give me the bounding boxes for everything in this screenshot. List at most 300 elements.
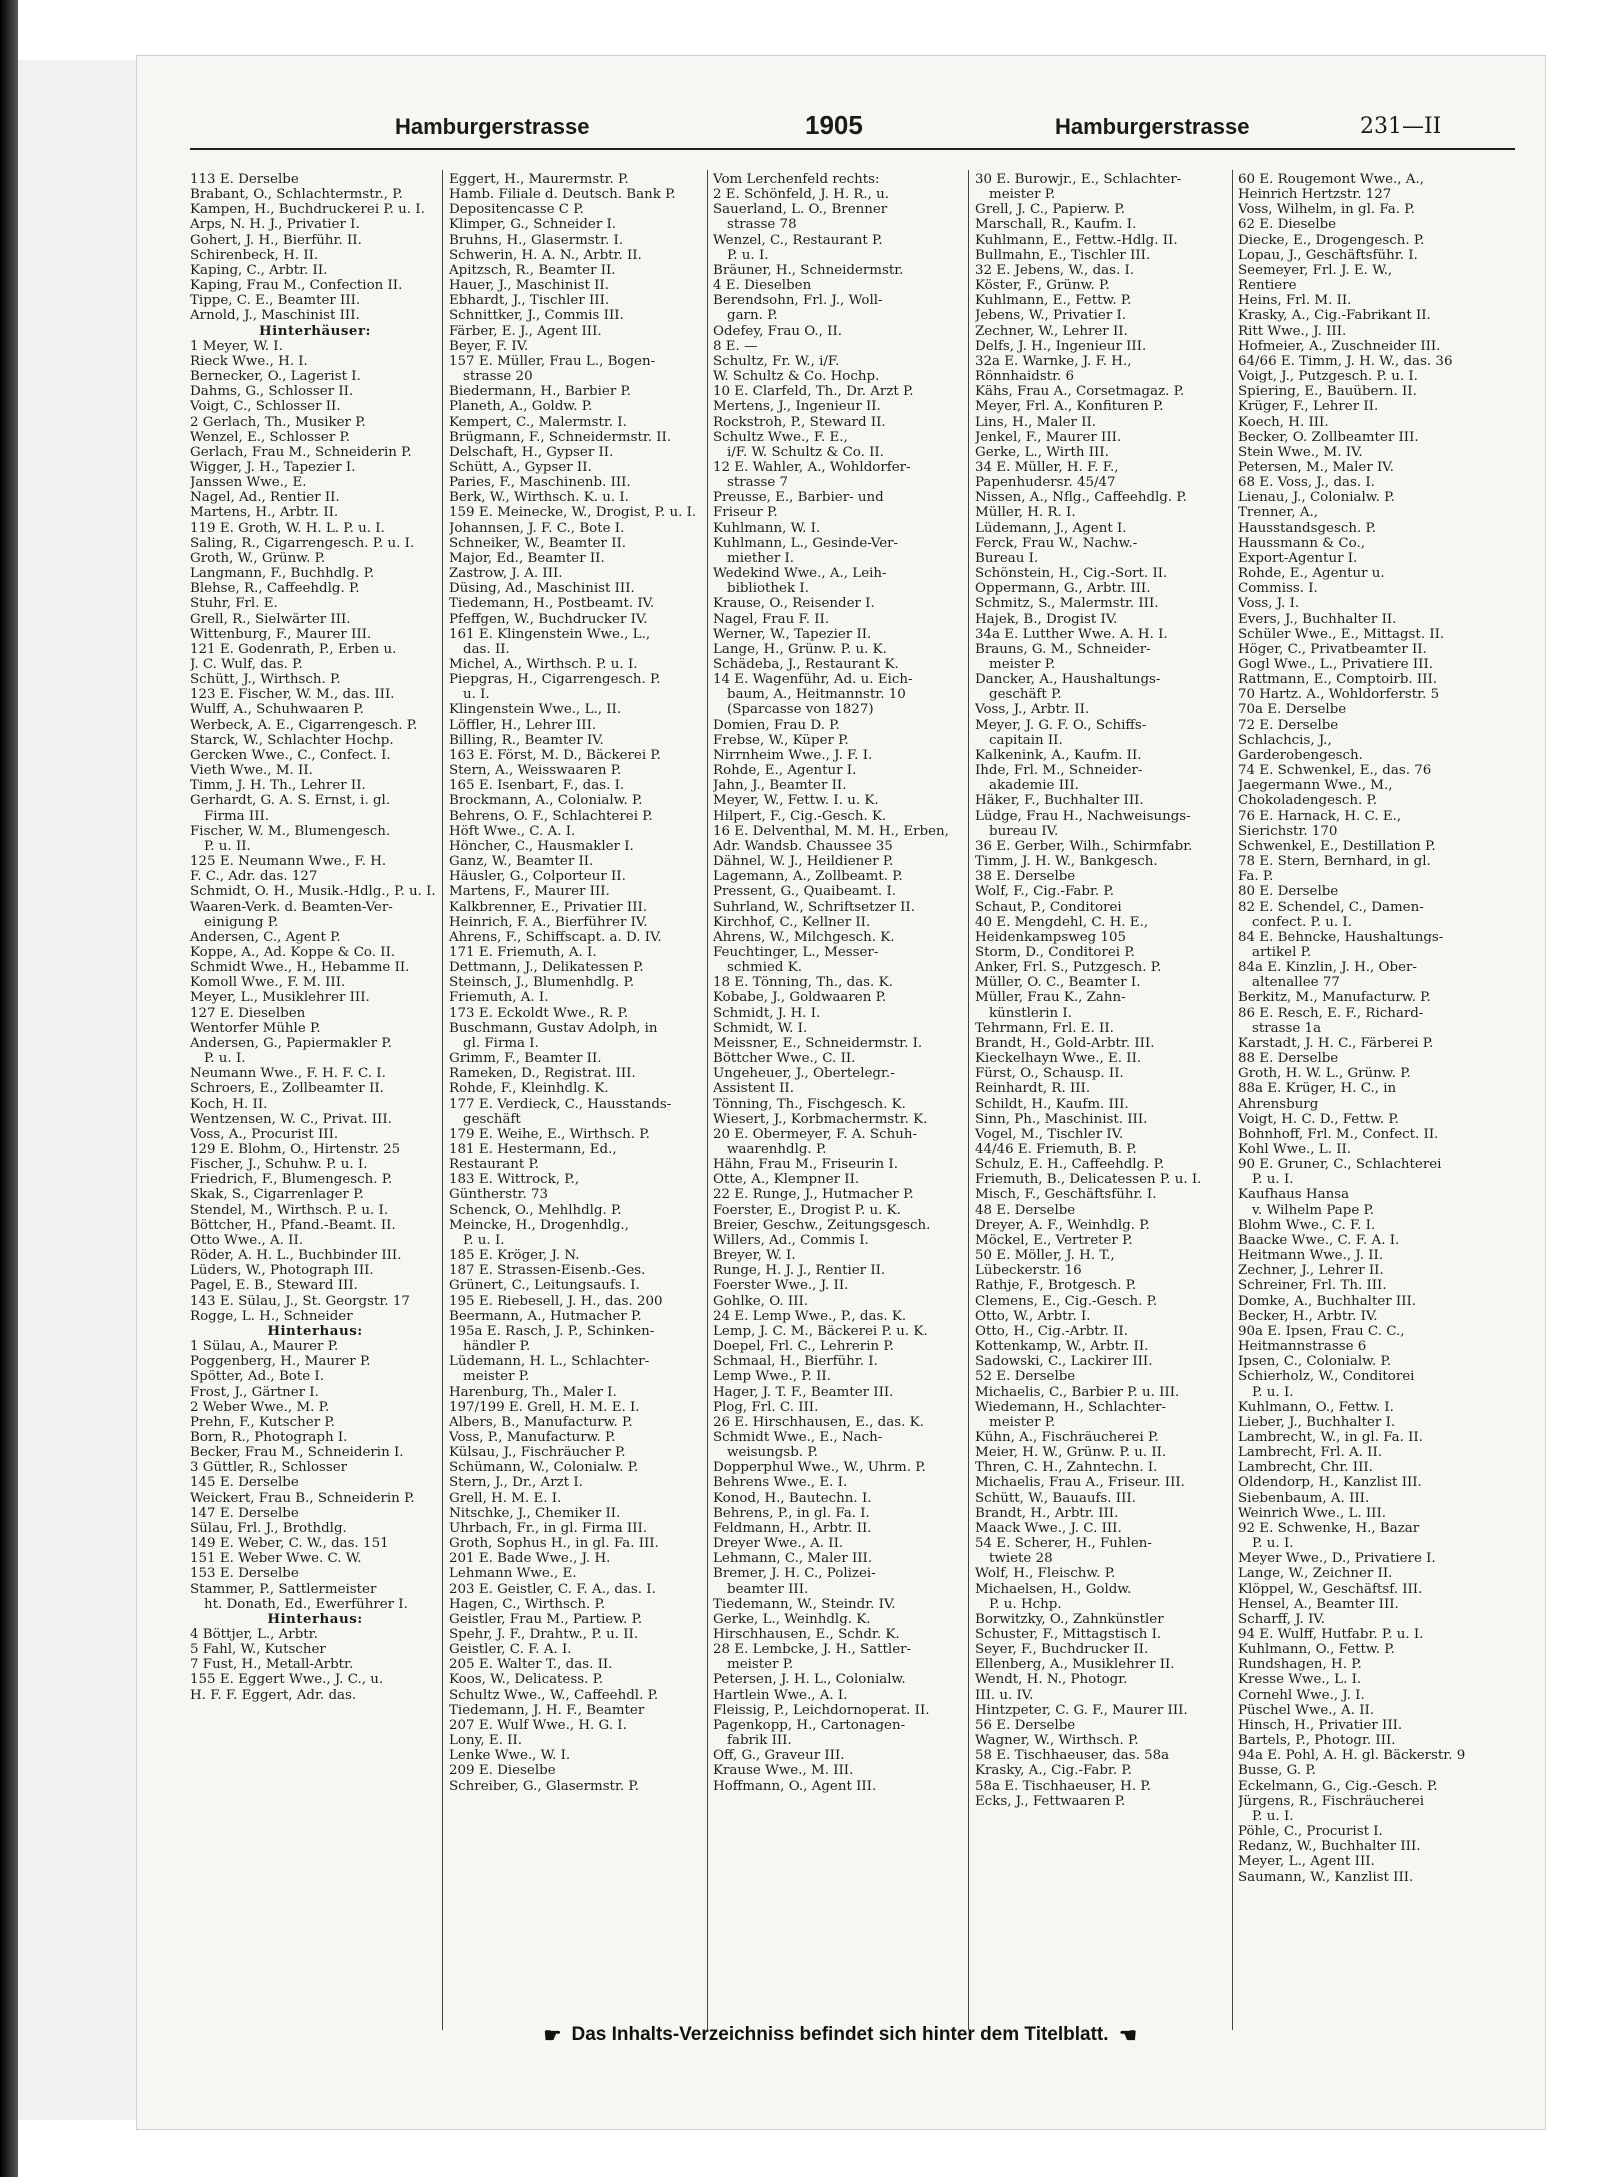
directory-entry: Klöppel, W., Geschäftsf. III. (1238, 1581, 1423, 1597)
directory-entry: Dancker, A., Haushaltungs- (975, 672, 1161, 688)
directory-entry: Koech, H. III. (1238, 414, 1329, 430)
directory-entry: Oldendorp, H., Kanzlist III. (1238, 1475, 1422, 1491)
directory-entry: Gerke, L., Weinhdlg. K. (713, 1611, 871, 1627)
directory-entry: Wiesert, J., Korbmachermstr. K. (713, 1111, 928, 1127)
directory-entry: Wentzensen, W. C., Privat. III. (190, 1111, 392, 1127)
directory-entry: 24 E. Lemp Wwe., P., das. K. (713, 1308, 907, 1324)
directory-entry: Fürst, O., Schausp. II. (975, 1066, 1124, 1082)
directory-entry: Bureau I. (975, 550, 1039, 566)
directory-entry: Otte, A., Klempner II. (713, 1172, 860, 1188)
directory-entry: meister P. (989, 657, 1056, 672)
directory-entry: Bremer, J. H. C., Polizei- (713, 1566, 876, 1582)
directory-entry: händler P. (463, 1339, 531, 1355)
directory-entry: Friemuth, B., Delicatessen P. u. I. (975, 1172, 1202, 1188)
directory-entry: Rohde, E., Agentur u. (1238, 566, 1385, 582)
directory-entry: Sadowski, C., Lackirer III. (975, 1354, 1153, 1370)
directory-entry: Gerhardt, G. A. S. Ernst, i. gl. (190, 793, 391, 809)
directory-entry: Eckelmann, G., Cig.-Gesch. P. (1238, 1778, 1438, 1794)
directory-entry: Michaelis, Frau A., Friseur. III. (975, 1475, 1185, 1491)
directory-entry: miether I. (727, 550, 795, 566)
directory-entry: Andersen, C., Agent P. (190, 929, 341, 945)
directory-entry: Hähn, Frau M., Friseurin I. (713, 1157, 898, 1173)
directory-entry: meister P. (463, 1369, 530, 1385)
directory-entry: Voss, J., Arbtr. II. (975, 702, 1090, 718)
directory-entry: Hauer, J., Maschinist II. (449, 278, 609, 294)
directory-entry: Dähnel, W. J., Heildiener P. (713, 854, 894, 870)
directory-column-1 (190, 172, 440, 2027)
directory-entry: Tehrmann, Frl. E. II. (975, 1020, 1114, 1036)
directory-entry: Beyer, F. IV. (449, 338, 529, 354)
directory-entry: Voigt, J., Putzgesch. P. u. I. (1238, 369, 1418, 385)
directory-entry: Diecke, E., Drogengesch. P. (1238, 232, 1425, 248)
directory-entry: Müller, Frau K., Zahn- (975, 990, 1126, 1006)
directory-entry: 197/199 E. Grell, H. M. E. I. (449, 1399, 640, 1415)
directory-entry: Brügmann, F., Schneidermstr. II. (449, 429, 672, 445)
directory-entry: Lambrecht, Chr. III. (1238, 1460, 1373, 1476)
directory-entry: weisungsb. P. (727, 1445, 818, 1461)
directory-entry: P. u. Hchp. (989, 1596, 1062, 1612)
directory-entry: Spiering, E., Bauübern. II. (1238, 384, 1417, 400)
column-rule (968, 170, 969, 2030)
directory-entry: Paries, F., Maschinenb. III. (449, 475, 631, 491)
directory-entry: 94a E. Pohl, A. H. gl. Bäckerstr. 9 (1238, 1748, 1466, 1764)
directory-entry: Hagen, C., Wirthsch. P. (449, 1596, 606, 1612)
directory-entry: 80 E. Derselbe (1238, 884, 1339, 900)
directory-entry: Haussmann & Co., (1238, 535, 1365, 551)
directory-entry: Gohlke, O. III. (713, 1293, 809, 1309)
directory-entry: 28 E. Lembcke, J. H., Sattler- (713, 1642, 912, 1658)
directory-entry: Frebse, W., Küper P. (713, 732, 849, 748)
directory-entry: Schuster, F., Mittagstisch I. (975, 1627, 1162, 1642)
directory-entry: Schmidt Wwe., E., Nach- (713, 1429, 883, 1445)
directory-entry: 90a E. Ipsen, Frau C. C., (1238, 1323, 1405, 1339)
directory-entry: Baacke Wwe., C. F. A. I. (1238, 1232, 1400, 1248)
directory-entry: Rundshagen, H. P. (1238, 1657, 1362, 1673)
directory-entry: Hamb. Filiale d. Deutsch. Bank P. (449, 187, 676, 203)
directory-entry: Werner, W., Tapezier II. (713, 626, 872, 642)
directory-entry: 171 E. Friemuth, A. I. (449, 944, 597, 960)
directory-entry: W. Schultz & Co. Hochp. (713, 369, 880, 385)
directory-entry: Ahrensburg (1238, 1096, 1319, 1112)
directory-entry: Fa. P. (1238, 869, 1274, 885)
directory-entry: Meissner, E., Schneidermstr. I. (713, 1035, 923, 1051)
directory-entry: Blehse, R., Caffeehdlg. P. (190, 581, 360, 597)
directory-entry: 203 E. Geistler, C. F. A., das. I. (449, 1581, 656, 1597)
directory-entry: Geistler, Frau M., Partiew. P. (449, 1611, 643, 1627)
directory-entry: Hofmeier, A., Zuschneider III. (1238, 338, 1441, 354)
directory-entry: Dettmann, J., Delikatessen P. (449, 960, 644, 976)
directory-entry: Voigt, H. C. D., Fettw. P. (1238, 1111, 1399, 1127)
directory-entry: Michel, A., Wirthsch. P. u. I. (449, 657, 638, 672)
directory-entry: Eggert, H., Maurermstr. P. (449, 172, 629, 187)
directory-entry: Behrens, O. F., Schlachterei P. (449, 808, 653, 824)
directory-entry: 70 Hartz. A., Wohldorferstr. 5 (1238, 687, 1440, 703)
directory-entry: Seemeyer, Frl. J. E. W., (1238, 262, 1393, 278)
directory-entry: Bohnhoff, Frl. M., Confect. II. (1238, 1126, 1439, 1142)
directory-entry: Clemens, E., Cig.-Gesch. P. (975, 1293, 1158, 1309)
directory-entry: v. Wilhelm Pape P. (1252, 1202, 1375, 1218)
directory-entry: F. C., Adr. das. 127 (190, 869, 318, 885)
directory-entry: Rieck Wwe., H. I. (190, 353, 308, 369)
directory-entry: Grimm, F., Beamter II. (449, 1051, 602, 1067)
directory-entry: Ipsen, C., Colonialw. P. (1238, 1354, 1392, 1370)
directory-entry: Andersen, G., Papiermakler P. (190, 1035, 392, 1051)
directory-entry: Lambrecht, Frl. A. II. (1238, 1445, 1382, 1461)
directory-entry: Hinterhäuser: (259, 323, 371, 339)
directory-entry: 207 E. Wulf Wwe., H. G. I. (449, 1717, 627, 1733)
directory-entry: Dreyer Wwe., A. II. (713, 1536, 844, 1552)
directory-entry: Friseur P. (713, 505, 778, 521)
directory-column-3 (713, 172, 966, 2027)
directory-entry: u. I. (463, 687, 490, 703)
directory-entry: Becker, H., Arbtr. IV. (1238, 1308, 1378, 1324)
directory-entry: Krause Wwe., M. III. (713, 1763, 854, 1779)
directory-entry: Meier, H. W., Grünw. P. u. II. (975, 1445, 1167, 1461)
directory-entry: i/F. W. Schultz & Co. II. (727, 444, 884, 460)
directory-entry: Schmidt, W. I. (713, 1020, 808, 1036)
directory-entry: Off, G., Graveur III. (713, 1748, 845, 1764)
directory-entry: Schultz, Fr. W., i/F. (713, 353, 840, 369)
directory-entry: Delschaft, H., Gypser II. (449, 444, 614, 460)
directory-entry: 157 E. Müller, Frau L., Bogen- (449, 353, 656, 369)
directory-entry: Voss, Wilhelm, in gl. Fa. P. (1238, 202, 1415, 218)
directory-entry: Kottenkamp, W., Arbtr. II. (975, 1339, 1149, 1355)
directory-entry: Nissen, A., Nflg., Caffeehdlg. P. (975, 490, 1187, 506)
directory-entry: Gercken Wwe., C., Confect. I. (190, 747, 391, 763)
directory-entry: Külsau, J., Fischräucher P. (449, 1445, 626, 1461)
directory-entry: Depositencasse C P. (449, 202, 584, 218)
directory-entry: Tiedemann, J. H. F., Beamter (449, 1702, 645, 1718)
directory-entry: Hirschhausen, E., Schdr. K. (713, 1627, 900, 1642)
directory-entry: Becker, O. Zollbeamter III. (1238, 429, 1419, 445)
directory-entry: Spehr, J. F., Drahtw., P. u. II. (449, 1627, 639, 1642)
directory-entry: Prehn, F., Kutscher P. (190, 1414, 335, 1430)
directory-entry: P. u. I. (463, 1232, 505, 1248)
directory-entry: Röder, A. H. L., Buchbinder III. (190, 1248, 402, 1264)
directory-entry: Hajek, B., Drogist IV. (975, 611, 1118, 627)
directory-entry: Lehmann Wwe., E. (449, 1566, 577, 1582)
directory-entry: Bruhns, H., Glasermstr. I. (449, 232, 624, 248)
directory-entry: Müller, O. C., Beamter I. (975, 975, 1141, 991)
directory-entry: Lange, W., Zeichner II. (1238, 1566, 1393, 1582)
directory-entry: Hausstandsgesch. P. (1238, 520, 1377, 536)
directory-entry: meister P. (727, 1657, 794, 1673)
directory-entry: Schütt, W., Bauaufs. III. (975, 1490, 1136, 1506)
directory-entry: Lüdge, Frau H., Nachweisungs- (975, 808, 1191, 824)
directory-entry: 18 E. Tönning, Th., das. K. (713, 975, 893, 991)
directory-entry: Kühn, A., Fischräucherei P. (975, 1429, 1159, 1445)
directory-entry: Schwenkel, E., Destillation P. (1238, 838, 1436, 854)
directory-entry: 58a E. Tischhaeuser, H. P. (975, 1778, 1151, 1794)
directory-entry: Kohl Wwe., L. II. (1238, 1142, 1352, 1157)
directory-entry: Schütt, A., Gypser II. (449, 459, 592, 475)
directory-entry: 82 E. Schendel, C., Damen- (1238, 899, 1424, 915)
directory-entry: 5 Fahl, W., Kutscher (190, 1642, 326, 1658)
directory-entry: Odefey, Frau O., II. (713, 323, 843, 339)
directory-entry: Hensel, A., Beamter III. (1238, 1596, 1399, 1612)
directory-entry: Müller, H. R. I. (975, 505, 1076, 521)
directory-column-2 (449, 172, 705, 2027)
directory-entry: strasse 20 (463, 369, 533, 385)
directory-entry: 119 E. Groth, W. H. L. P. u. I. (190, 520, 385, 536)
directory-entry: 195 E. Riebesell, J. H., das. 200 (449, 1293, 663, 1309)
directory-entry: Feldmann, H., Arbtr. II. (713, 1520, 872, 1536)
directory-entry: Bullmahn, E., Tischler III. (975, 247, 1151, 263)
directory-entry: Kieckelhayn Wwe., E. II. (975, 1051, 1142, 1067)
directory-entry: Gohert, J. H., Bierführ. II. (190, 232, 362, 248)
directory-entry: Runge, H. J. J., Rentier II. (713, 1263, 886, 1279)
directory-entry: Grell, H. M. E. I. (449, 1490, 562, 1506)
directory-entry: Hinterhaus: (267, 1323, 363, 1339)
directory-entry: Wenzel, C., Restaurant P. (713, 232, 883, 248)
directory-entry: akademie III. (989, 778, 1079, 794)
directory-entry: Grell, J. C., Papierw. P. (975, 202, 1125, 218)
directory-entry: Gogl Wwe., L., Privatiere III. (1238, 657, 1433, 672)
directory-entry: 76 E. Harnack, H. C. E., (1238, 808, 1402, 824)
directory-entry: Spötter, Ad., Bote I. (190, 1369, 324, 1385)
directory-entry: 70a E. Derselbe (1238, 702, 1347, 718)
directory-entry: 20 E. Obermeyer, F. A. Schuh- (713, 1126, 917, 1142)
directory-entry: Berk, W., Wirthsch. K. u. I. (449, 490, 629, 506)
directory-entry: Heitmannstrasse 6 (1238, 1339, 1367, 1355)
directory-entry: Pfeffgen, W., Buchdrucker IV. (449, 611, 648, 627)
directory-entry: Fischer, J., Schuhw. P. u. I. (190, 1157, 368, 1173)
directory-entry: 2 E. Schönfeld, J. H. R., u. (713, 187, 890, 203)
header-year: 1905 (805, 110, 863, 140)
directory-entry: Gerlach, Frau M., Schneiderin P. (190, 444, 412, 460)
directory-entry: Foerster Wwe., J. II. (713, 1278, 849, 1294)
directory-entry: Seyer, F., Buchdrucker II. (975, 1642, 1149, 1658)
directory-entry: Brandt, H., Gold-Arbtr. III. (975, 1035, 1155, 1051)
directory-entry: Gerke, L., Wirth III. (975, 444, 1109, 460)
directory-entry: Ecks, J., Fettwaaren P. (975, 1793, 1126, 1809)
directory-entry: Lambrecht, W., in gl. Fa. II. (1238, 1429, 1423, 1445)
directory-entry: baum, A., Heitmannstr. 10 (727, 687, 906, 703)
directory-entry: Schmidt, O. H., Musik.-Hdlg., P. u. I. (190, 884, 436, 900)
directory-entry: Dreyer, A. F., Weinhdlg. P. (975, 1217, 1150, 1233)
directory-entry: 56 E. Derselbe (975, 1717, 1076, 1733)
directory-entry: Jaegermann Wwe., M., (1238, 778, 1393, 794)
directory-entry: Karstadt, J. H. C., Färberei P. (1238, 1035, 1434, 1051)
directory-entry: Schönstein, H., Cig.-Sort. II. (975, 566, 1168, 582)
directory-entry: Böttcher Wwe., C. II. (713, 1051, 856, 1067)
directory-entry: 127 E. Dieselben (190, 1005, 306, 1021)
directory-entry: Färber, E. J., Agent III. (449, 323, 602, 339)
directory-entry: Sierichstr. 170 (1238, 823, 1338, 839)
directory-entry: Schmidt Wwe., H., Hebamme II. (190, 960, 410, 976)
directory-entry: 54 E. Scherer, H., Fuhlen- (975, 1536, 1152, 1552)
directory-entry: Heinrich, F. A., Bierführer IV. (449, 914, 648, 930)
directory-entry: Zastrow, J. A. III. (449, 566, 563, 582)
directory-entry: Schirenbeck, H. II. (190, 247, 319, 263)
directory-entry: bureau IV. (989, 823, 1059, 839)
directory-entry: Cornehl Wwe., J. I. (1238, 1687, 1365, 1703)
directory-entry: 64/66 E. Timm, J. H. W., das. 36 (1238, 353, 1453, 369)
directory-entry: Waaren-Verk. d. Beamten-Ver- (190, 899, 393, 915)
directory-entry: Wenzel, E., Schlosser P. (190, 429, 351, 445)
directory-entry: Konod, H., Bautechn. I. (713, 1490, 872, 1506)
directory-entry: P. u. I. (1252, 1172, 1294, 1188)
directory-entry: 123 E. Fischer, W. M., das. III. (190, 687, 395, 703)
directory-entry: 78 E. Stern, Bernhard, in gl. (1238, 854, 1431, 870)
directory-entry: Lehmann, C., Maler III. (713, 1551, 873, 1567)
directory-entry: Lange, H., Grünw. P. u. K. (713, 641, 887, 657)
directory-entry: P. u. I. (1252, 1808, 1294, 1824)
directory-entry: Schultz Wwe., W., Caffeehdl. P. (449, 1687, 659, 1703)
directory-entry: 159 E. Meinecke, W., Drogist, P. u. I. (449, 505, 697, 521)
directory-entry: Groth, H. W. L., Grünw. P. (1238, 1066, 1411, 1082)
directory-entry: Ferck, Frau W., Nachw.- (975, 535, 1138, 551)
directory-entry: 32 E. Jebens, W., das. I. (975, 262, 1135, 278)
directory-entry: Schenck, O., Mehlhdlg. P. (449, 1202, 622, 1218)
directory-entry: Pagel, E. B., Steward III. (190, 1278, 358, 1294)
directory-entry: Thren, C. H., Zahntechn. I. (975, 1460, 1158, 1476)
pointing-hand-icon: ☛ (543, 2024, 562, 2047)
directory-entry: Hilpert, F., Cig.-Gesch. K. (713, 808, 887, 824)
directory-entry: Papenhudersr. 45/47 (975, 475, 1116, 491)
directory-entry: Koch, H. II. (190, 1096, 268, 1112)
directory-entry: 205 E. Walter T., das. II. (449, 1657, 613, 1673)
directory-entry: Domien, Frau D. P. (713, 717, 840, 733)
directory-entry: Otto, H., Cig.-Arbtr. II. (975, 1323, 1128, 1339)
column-rule (442, 170, 443, 2030)
directory-entry: Friemuth, A. I. (449, 990, 549, 1006)
directory-entry: Martens, F., Maurer III. (449, 884, 610, 900)
directory-entry: Apitzsch, R., Beamter II. (449, 262, 616, 278)
directory-entry: Ahrens, F., Schiffscapt. a. D. IV. (449, 929, 662, 945)
directory-entry: Hinsch, H., Privatier III. (1238, 1717, 1403, 1733)
directory-entry: Bartels, P., Photogr. III. (1238, 1733, 1396, 1749)
directory-entry: Garderobengesch. (1238, 747, 1363, 763)
directory-entry: Mertens, J., Ingenieur II. (713, 399, 881, 415)
directory-entry: Werbeck, A. E., Cigarrengesch. P. (190, 717, 418, 733)
directory-entry: Borwitzky, O., Zahnkünstler (975, 1611, 1164, 1627)
directory-entry: Ganz, W., Beamter II. (449, 854, 594, 870)
directory-entry: 4 Böttjer, L., Arbtr. (190, 1627, 318, 1642)
directory-entry: Koppe, A., Ad. Koppe & Co. II. (190, 944, 396, 960)
directory-entry: Brockmann, A., Colonialw. P. (449, 793, 643, 809)
directory-entry: Koos, W., Delicatess. P. (449, 1672, 604, 1688)
directory-entry: Steinsch, J., Blumenhdlg. P. (449, 975, 635, 991)
directory-entry: Buschmann, Gustav Adolph, in (449, 1020, 658, 1036)
directory-entry: Voigt, C., Schlosser II. (190, 399, 341, 415)
directory-entry: Lieber, J., Buchhalter I. (1238, 1414, 1396, 1430)
directory-entry: Heidenkampsweg 105 (975, 929, 1127, 945)
directory-entry: Hager, J. T. F., Beamter III. (713, 1384, 894, 1400)
directory-entry: Breyer, W. I. (713, 1248, 796, 1264)
directory-entry: Marschall, R., Kaufm. I. (975, 217, 1137, 233)
directory-entry: Vom Lerchenfeld rechts: (713, 172, 880, 187)
directory-entry: 30 E. Burowjr., E., Schlachter- (975, 172, 1182, 187)
directory-entry: Tiedemann, W., Steindr. IV. (713, 1596, 896, 1612)
directory-entry: schmied K. (727, 960, 802, 976)
directory-entry: 84a E. Kinzlin, J. H., Ober- (1238, 960, 1417, 976)
directory-entry: Heinrich Hertzstr. 127 (1238, 187, 1392, 203)
directory-entry: Schierholz, W., Conditorei (1238, 1369, 1415, 1385)
directory-entry: Schildt, H., Kaufm. III. (975, 1096, 1129, 1112)
directory-entry: Schroers, E., Zollbeamter II. (190, 1081, 384, 1097)
directory-entry: Wentorfer Mühle P. (190, 1020, 321, 1036)
directory-entry: Neumann Wwe., F. H. F. C. I. (190, 1066, 386, 1082)
directory-entry: Nagel, Frau F. II. (713, 611, 830, 627)
directory-entry: 90 E. Gruner, C., Schlachterei (1238, 1157, 1442, 1173)
directory-entry: Krasky, A., Cig.-Fabr. P. (975, 1763, 1132, 1779)
directory-entry: strasse 1a (1252, 1020, 1322, 1036)
directory-entry: Willers, Ad., Commis I. (713, 1232, 869, 1248)
directory-entry: Ebhardt, J., Tischler III. (449, 293, 610, 309)
directory-entry: 74 E. Schwenkel, E., das. 76 (1238, 763, 1432, 779)
directory-entry: Kaping, Frau M., Confection II. (190, 278, 403, 294)
directory-entry: Storm, D., Conditorei P. (975, 944, 1135, 960)
directory-entry: Vogel, M., Tischler IV. (975, 1126, 1124, 1142)
directory-entry: Meyer, Frl. A., Konfituren P. (975, 399, 1164, 415)
directory-entry: Geistler, C. F. A. I. (449, 1642, 572, 1658)
directory-entry: Poggenberg, H., Maurer P. (190, 1354, 371, 1370)
directory-entry: Pöhle, C., Procurist I. (1238, 1824, 1383, 1840)
directory-entry: Meyer, W., Fettw. I. u. K. (713, 793, 879, 809)
directory-entry: Export-Agentur I. (1238, 550, 1358, 566)
directory-entry: Lemp, J. C. M., Bäckerei P. u. K. (713, 1323, 928, 1339)
directory-entry: Brandt, H., Arbtr. III. (975, 1505, 1119, 1521)
directory-entry: 195a E. Rasch, J. P., Schinken- (449, 1323, 655, 1339)
directory-entry: Sauerland, L. O., Brenner (713, 202, 888, 218)
directory-entry: 3 Güttler, R., Schlosser (190, 1460, 348, 1476)
directory-entry: Kobabe, J., Goldwaaren P. (713, 990, 887, 1006)
directory-entry: Kaping, C., Arbtr. II. (190, 262, 328, 278)
directory-entry: 88a E. Krüger, H. C., in (1238, 1081, 1397, 1097)
directory-entry: Breier, Geschw., Zeitungsgesch. (713, 1217, 931, 1233)
directory-entry: confect. P. u. I. (1252, 914, 1352, 930)
directory-entry: Beermann, A., Hutmacher P. (449, 1308, 642, 1324)
directory-entry: Ahrens, W., Milchgesch. K. (713, 929, 895, 945)
directory-entry: Uhrbach, Fr., in gl. Firma III. (449, 1520, 648, 1536)
directory-entry: Foerster, E., Drogist P. u. K. (713, 1202, 901, 1218)
directory-entry: Delfs, J. H., Ingenieur III. (975, 338, 1147, 354)
directory-entry: Voss, P., Manufacturw. P. (449, 1429, 616, 1445)
directory-entry: 1 Meyer, W. I. (190, 338, 283, 354)
directory-entry: Heitmann Wwe., J. II. (1238, 1248, 1384, 1264)
directory-entry: Schütt, J., Wirthsch. P. (190, 672, 341, 688)
directory-entry: Wolf, F., Cig.-Fabr. P. (975, 884, 1114, 900)
directory-entry: Wagner, W., Wirthsch. P. (975, 1733, 1139, 1749)
directory-entry: 129 E. Blohm, O., Hirtenstr. 25 (190, 1142, 401, 1157)
directory-entry: 113 E. Derselbe (190, 172, 299, 187)
directory-entry: 14 E. Wagenführ, Ad. u. Eich- (713, 672, 913, 688)
directory-entry: Janssen Wwe., E. (190, 475, 307, 491)
directory-entry: Höger, C., Privatbeamter II. (1238, 641, 1427, 657)
directory-entry: Preusse, E., Barbier- und (713, 490, 884, 506)
directory-entry: Anker, Frl. S., Putzgesch. P. (975, 960, 1162, 976)
directory-entry: 161 E. Klingenstein Wwe., L., (449, 626, 651, 642)
directory-entry: Langmann, F., Buchhdlg. P. (190, 566, 375, 582)
directory-entry: Wittenburg, F., Maurer III. (190, 626, 372, 642)
directory-entry: Petersen, J. H. L., Colonialw. (713, 1672, 906, 1688)
column-rule (707, 170, 708, 2030)
directory-entry: Ritt Wwe., J. III. (1238, 323, 1347, 339)
directory-entry: Ungeheuer, J., Obertelegr.- (713, 1066, 895, 1082)
directory-entry: P. u. I. (1252, 1384, 1294, 1400)
directory-entry: Dahms, G., Schlosser II. (190, 384, 354, 400)
directory-entry: Lins, H., Maler II. (975, 414, 1097, 430)
directory-entry: Arnold, J., Maschinist III. (190, 308, 360, 324)
directory-entry: 68 E. Voss, J., das. I. (1238, 475, 1375, 491)
directory-entry: Nagel, Ad., Rentier II. (190, 490, 340, 506)
directory-entry: Lagemann, A., Zollbeamt. P. (713, 869, 903, 885)
directory-entry: Michaelis, C., Barbier P. u. III. (975, 1384, 1180, 1400)
directory-entry: Major, Ed., Beamter II. (449, 550, 605, 566)
directory-entry: Busse, G. P. (1238, 1763, 1316, 1779)
directory-entry: Blohm Wwe., C. F. I. (1238, 1217, 1376, 1233)
